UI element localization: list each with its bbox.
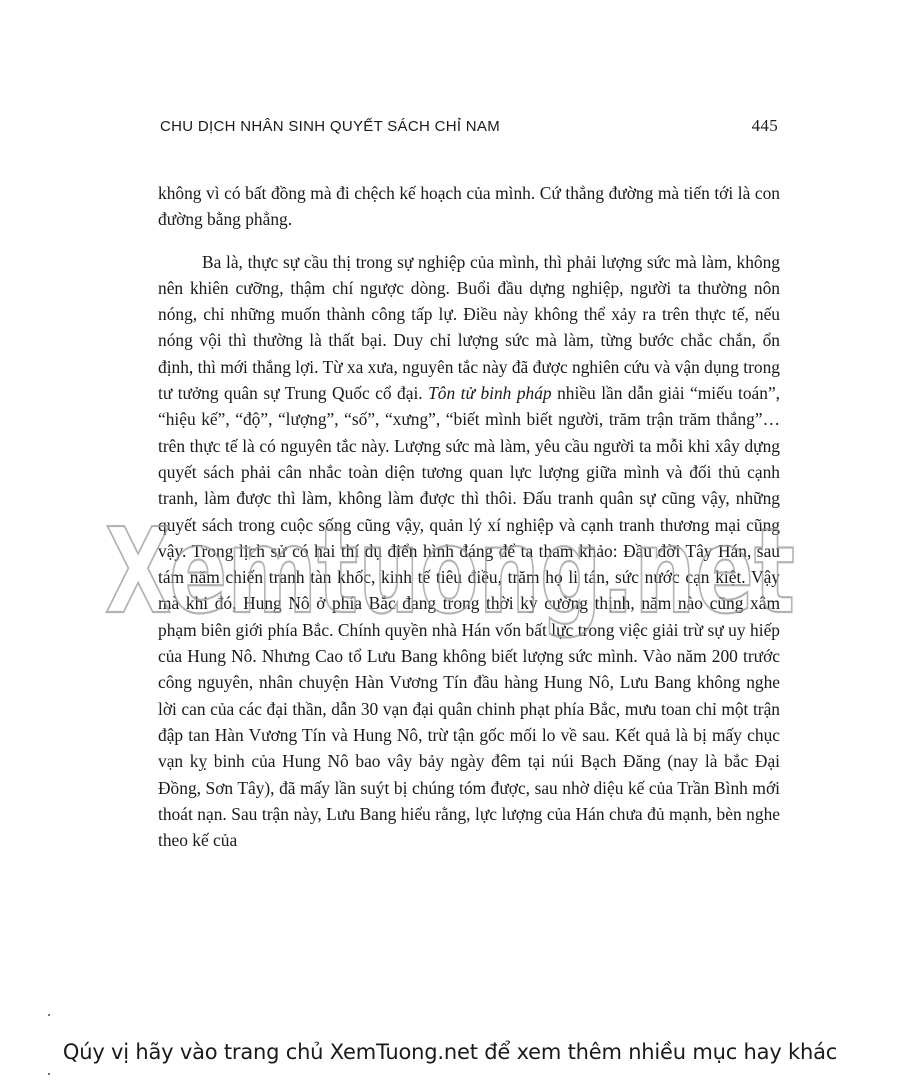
page-number: 445 — [751, 116, 778, 135]
scan-speck — [48, 1073, 50, 1075]
footer-promo — [0, 1040, 900, 1064]
body-text — [158, 180, 780, 853]
header-title: CHU DỊCH NHÂN SINH QUYẾT SÁCH CHỈ NAM — [160, 118, 501, 135]
paragraph-main-part2: nhiều lần dẫn giải “miếu toán”, “hiệu kế”, “độ”, “lượng”, “số”, “xưng”, “biết mình biết người, trăm trận trăm thắng”… trên thực tế là có nguyên tắc này. Lượng sức mà làm, yêu cầu người ta mỗi khi xây dựng quyết sách phải cân nhắc toàn diện tương quan lực lượng giữa mình và đối thủ cạnh tranh, làm được thì làm, không làm được thì thôi. Đấu tranh quân sự cũng vậy, những quyết sách trong cuộc sống cũng vậy, quản lý xí nghiệp và cạnh tranh thương mại cũng vậy. Trong lịch sử có hai thí dụ điển hình đáng để ta tham khảo: Đầu đời Tây Hán, sau tám năm chiến tranh tàn khốc, kinh tế tiêu điều, trăm họ li tán, sức nước cạn kiệt. Vậy mà khi đó, Hung Nô ở phía Bắc đang trong thời kỳ cường thịnh, năm nào cũng xâm phạm biên giới phía Bắc. Chính quyền nhà Hán vốn bất lực trong việc giải trừ sự uy hiếp của Hung Nô. Nhưng Cao tổ Lưu Bang không biết lượng sức mình. Vào năm 200 trước công nguyên, nhân chuyện Hàn Vương Tín đầu hàng Hung Nô, Lưu Bang không nghe lời can của các đại thần, dẫn 30 vạn đại quân chinh phạt phía Bắc, mưu toan chỉ một trận đập tan Hàn Vương Tín và Hung Nô, trừ tận gốc mối lo về sau. Kết quả là bị mấy chục vạn kỵ binh của Hung Nô bao vây bảy ngày đêm tại núi Bạch Đăng (nay là bắc Đại Đồng, Sơn Tây), đã mấy lần suýt bị chúng tóm được, sau nhờ diệu kế của Trần Bình mới thoát nạn. Sau trận này, Lưu Bang hiểu rằng, lực lượng của Hán chưa đủ mạnh, bèn nghe theo kế của — [158, 383, 781, 851]
watermark-text: Xemtuong.net — [105, 502, 795, 640]
footer-text-before: Qúy vị hãy vào trang chủ — [62, 1040, 330, 1064]
book-title-italic: Tôn tử binh pháp — [428, 383, 552, 404]
paragraph-main-part1: Ba là, thực sự cầu thị trong sự nghiệp của mình, thì phải lượng sức mà làm, không nên khiên cưỡng, thậm chí ngược dòng. Buổi đầu dựng nghiệp, người ta thường nôn nóng, chỉ những muốn thành công tấp lự. Điều này không thể xảy ra trên thực tế, nếu nóng vội thì thường là thất bại. Duy chỉ lượng sức mà làm, từng bước chắc chắn, ổn định, thì mới thắng lợi. Từ xa xưa, nguyên tắc này đã được nghiên cứu và vận dụng trong tư tưởng quân sự Trung Quốc cổ đại. — [158, 251, 780, 404]
paragraph-main — [158, 249, 780, 854]
running-header — [160, 116, 778, 140]
site-link[interactable]: XemTuong.net — [329, 1040, 478, 1064]
scan-speck — [48, 1014, 50, 1016]
footer-text-after: để xem thêm nhiều mục hay khác — [477, 1040, 838, 1064]
paragraph-continued: không vì có bất đồng mà đi chệch kế hoạch của mình. Cứ thẳng đường mà tiến tới là con đường bằng phẳng. — [158, 183, 780, 230]
